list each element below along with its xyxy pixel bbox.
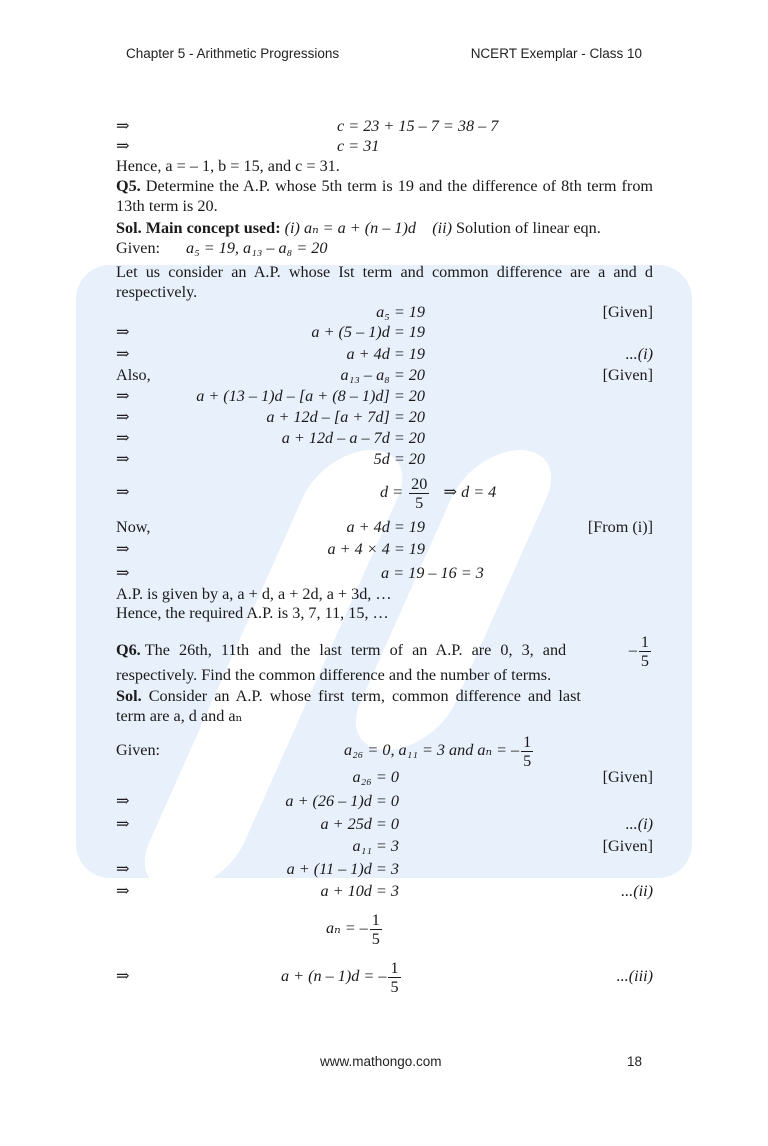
- page-header: [122, 46, 642, 66]
- implies-icon: ⇒: [116, 815, 130, 833]
- q5-step: [116, 322, 653, 342]
- numerator: 1: [371, 910, 380, 929]
- equation: a₁₁ = 3: [352, 837, 399, 855]
- fraction: [370, 911, 382, 948]
- implies-icon: ⇒: [116, 387, 130, 405]
- step-tag: [Given]: [602, 768, 653, 786]
- step-tag: ...(i): [625, 815, 653, 833]
- q5-intro: Let us consider an A.P. whose Ist term and common difference are a and d respectively.: [116, 263, 653, 301]
- q5-step-fraction: [116, 474, 653, 512]
- q6-label: Q6.: [116, 641, 141, 659]
- q5-step: [116, 539, 653, 559]
- step-tag: [Given]: [602, 303, 653, 321]
- equation: c = 23 + 15 – 7 = 38 – 7: [337, 117, 499, 135]
- q5-label: Q5.: [116, 177, 141, 195]
- implies-icon: ⇒: [116, 564, 130, 582]
- equation: a + (13 – 1)d – [a + (8 – 1)d] = 20: [196, 387, 425, 405]
- equation: a + 4d = 19: [346, 518, 425, 536]
- q6-step: [116, 836, 653, 856]
- equation-lhs: aₙ = –: [326, 919, 368, 937]
- prev-step-2: [116, 136, 653, 156]
- denominator: 5: [390, 977, 399, 996]
- q6-step: [116, 767, 653, 787]
- q6-question-line1: [116, 632, 653, 670]
- equation-lhs: a + (n – 1)d = –: [281, 967, 387, 985]
- prev-conclusion: Hence, a = – 1, b = 15, and c = 31.: [116, 157, 340, 175]
- page-number: 18: [627, 1054, 643, 1069]
- equation: a + 12d – [a + 7d] = 20: [266, 408, 425, 426]
- q6-sol-intro-2: term are a, d and aₙ: [116, 707, 243, 725]
- implies-icon: ⇒: [116, 792, 130, 810]
- implies-icon: ⇒: [116, 117, 130, 135]
- implies-icon: ⇒: [116, 450, 130, 468]
- denominator: 5: [640, 651, 649, 670]
- q5-step: [116, 407, 653, 427]
- fraction: [521, 733, 533, 770]
- q6-step: [116, 881, 653, 901]
- equation-lhs: d =: [380, 483, 404, 501]
- q5-step: [116, 517, 653, 537]
- q6-sol-intro-1: [116, 686, 653, 706]
- q5-step: [116, 428, 653, 448]
- book-title: NCERT Exemplar - Class 10: [470, 46, 642, 61]
- implies-icon: ⇒: [116, 483, 130, 501]
- q5-question-text: Determine the A.P. whose 5th term is 19 and the difference of 8th term from 13th term is 20.: [116, 177, 653, 215]
- denominator: 5: [415, 493, 424, 512]
- equation: a + 25d = 0: [320, 815, 399, 833]
- fraction: [409, 475, 429, 512]
- numerator: 1: [640, 632, 649, 651]
- equation-rhs: ⇒ d = 4: [443, 483, 497, 501]
- denominator: 5: [371, 929, 380, 948]
- minus-sign: –: [628, 641, 637, 659]
- step-prefix: Also,: [116, 366, 151, 384]
- implies-icon: ⇒: [116, 323, 130, 341]
- step-tag: [Given]: [602, 837, 653, 855]
- given-label: Given:: [116, 239, 161, 257]
- q5-sol-label: Sol. Main concept used:: [116, 219, 281, 237]
- q6-sol-text: Consider an A.P. whose first term, common difference and last: [148, 687, 581, 705]
- denominator: 5: [523, 751, 532, 770]
- equation: [326, 902, 384, 954]
- equation: a + (26 – 1)d = 0: [285, 792, 399, 810]
- step-tag: ...(i): [625, 345, 653, 363]
- implies-icon: ⇒: [116, 882, 130, 900]
- equation: a + (11 – 1)d = 3: [286, 860, 399, 878]
- q5-step: [116, 344, 653, 364]
- given-label: Given:: [116, 741, 161, 759]
- step-tag: ...(iii): [616, 967, 653, 985]
- q5-ap-form: A.P. is given by a, a + d, a + 2d, a + 3d, …: [116, 585, 392, 603]
- q5-concept: [116, 218, 653, 238]
- q5-step: [116, 386, 653, 406]
- q6-question-line2: respectively. Find the common difference and the number of terms.: [116, 666, 552, 684]
- q6-step: [116, 814, 653, 834]
- q6-sol-label: Sol.: [116, 687, 142, 705]
- concept-i-label: (i): [284, 219, 300, 237]
- equation: 5d = 20: [373, 450, 425, 468]
- q6-question-text: The 26th, 11th and the last term of an A.P. are 0, 3, and: [144, 641, 567, 659]
- fraction: [388, 959, 400, 996]
- q5-step: [116, 302, 653, 322]
- q6-given: [116, 732, 653, 770]
- q5-step: [116, 563, 653, 583]
- q6-step: [116, 859, 653, 879]
- implies-icon: ⇒: [116, 345, 130, 363]
- given-expression: a₅ = 19, a₁₃ – a₈ = 20: [186, 239, 328, 257]
- q6-step-fraction: [116, 910, 653, 948]
- step-prefix: Now,: [116, 518, 151, 536]
- numerator: 1: [390, 958, 399, 977]
- concept-i-formula: aₙ = a + (n – 1)d: [303, 219, 417, 237]
- q5-answer: Hence, the required A.P. is 3, 7, 11, 15, …: [116, 604, 389, 622]
- equation: [281, 950, 403, 1002]
- implies-icon: ⇒: [116, 540, 130, 558]
- implies-icon: ⇒: [116, 137, 130, 155]
- implies-icon: ⇒: [116, 429, 130, 447]
- equation: a + 4 × 4 = 19: [327, 540, 425, 558]
- implies-icon: ⇒: [116, 860, 130, 878]
- step-tag: [Given]: [602, 366, 653, 384]
- equation: a₂₆ = 0: [352, 768, 399, 786]
- equation-lhs: a₂₆ = 0, a₁₁ = 3 and aₙ = –: [344, 741, 520, 759]
- step-tag: ...(ii): [621, 882, 653, 900]
- q6-step: [116, 791, 653, 811]
- equation: a + 12d – a – 7d = 20: [281, 429, 425, 447]
- equation: c = 31: [337, 137, 380, 155]
- numerator: 1: [523, 732, 532, 751]
- concept-ii-text: Solution of linear eqn.: [456, 219, 601, 237]
- implies-icon: ⇒: [116, 408, 130, 426]
- equation: a + 10d = 3: [320, 882, 399, 900]
- website-url: www.mathongo.com: [320, 1054, 442, 1069]
- equation: a + (5 – 1)d = 19: [311, 323, 425, 341]
- q5-step: [116, 365, 653, 385]
- numerator: 20: [411, 474, 428, 493]
- chapter-title: Chapter 5 - Arithmetic Progressions: [126, 46, 340, 61]
- equation: a = 19 – 16 = 3: [381, 564, 484, 582]
- page-footer: [0, 1054, 768, 1074]
- equation: a + 4d = 19: [346, 345, 425, 363]
- q5-given: [116, 238, 653, 258]
- prev-step-1: [116, 116, 653, 136]
- equation: a₅ = 19: [376, 303, 425, 321]
- step-tag: [From (i)]: [587, 518, 653, 536]
- concept-ii-label: (ii): [432, 219, 452, 237]
- implies-icon: ⇒: [116, 967, 130, 985]
- equation: [380, 464, 496, 520]
- equation: a₁₃ – a₈ = 20: [340, 366, 425, 384]
- q5-question: [116, 176, 653, 216]
- q6-step-fraction: [116, 958, 653, 996]
